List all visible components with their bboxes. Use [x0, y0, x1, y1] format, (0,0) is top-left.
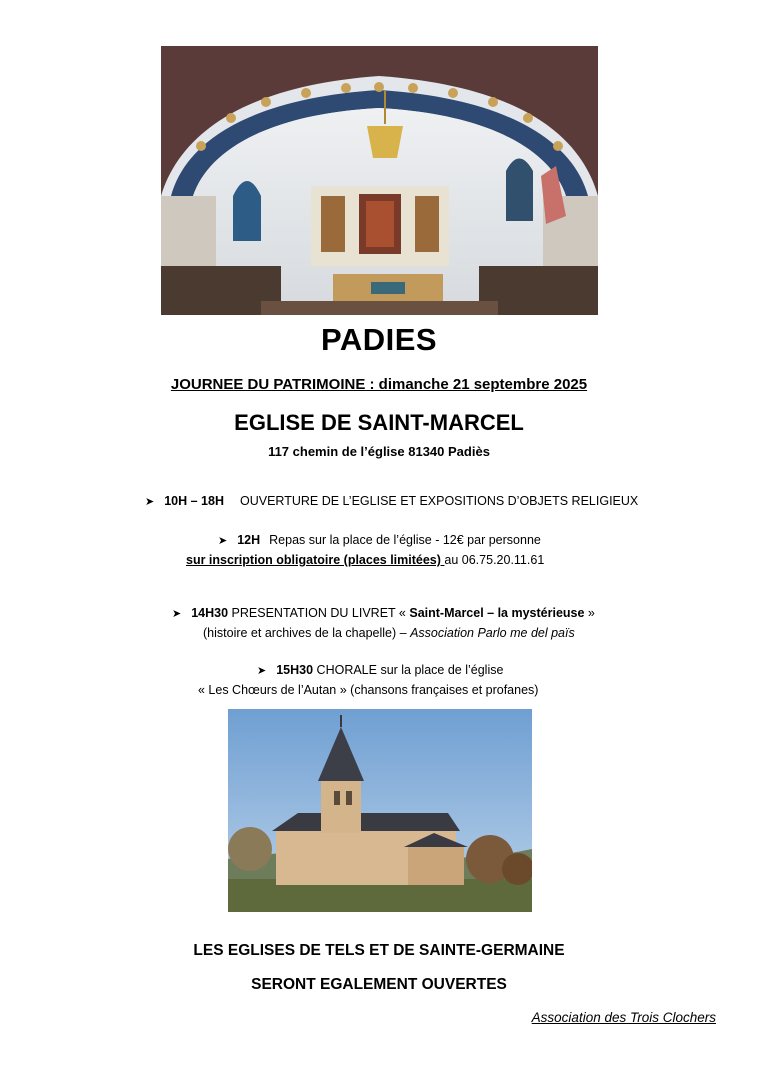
schedule-text-before: PRESENTATION DU LIVRET « [228, 606, 410, 620]
schedule-item-1 [145, 494, 638, 508]
footer-line-2: SERONT EGALEMENT OUVERTES [251, 976, 507, 993]
schedule-item-2-line2 [186, 553, 544, 567]
church-name: EGLISE DE SAINT-MARCEL [234, 410, 524, 435]
schedule-item-2 [218, 533, 541, 547]
book-title: Saint-Marcel – la mystérieuse [409, 606, 585, 620]
phone-number: au 06.75.20.11.61 [444, 553, 545, 567]
chapel-interior-photo [161, 46, 598, 315]
arrow-bullet-icon: ➤ [172, 608, 182, 620]
church-exterior-photo [228, 709, 532, 912]
arrow-bullet-icon: ➤ [218, 535, 228, 547]
schedule-time: 14H30 [191, 606, 229, 620]
schedule-time: 10H – 18H [164, 494, 224, 508]
arrow-bullet-icon: ➤ [145, 496, 155, 508]
schedule-text: Repas sur la place de l’église - 12€ par personne [269, 533, 541, 547]
arrow-bullet-icon: ➤ [257, 665, 267, 677]
schedule-time: 12H [237, 533, 261, 547]
church-address: 117 chemin de l’église 81340 Padiès [268, 444, 490, 459]
book-description: (histoire et archives de la chapelle) – [203, 626, 411, 640]
schedule-time: 15H30 [276, 663, 314, 677]
schedule-text-after: » [584, 606, 595, 620]
event-subtitle-text: JOURNEE DU PATRIMOINE : dimanche 21 septembre 2025 [170, 376, 588, 393]
schedule-text: CHORALE sur la place de l’église [313, 663, 504, 677]
association-signature: Association des Trois Clochers [531, 1010, 716, 1025]
book-association: Association Parlo me del païs [410, 626, 575, 640]
schedule-text: OUVERTURE DE L’EGLISE ET EXPOSITIONS D’OBJETS RELIGIEUX [239, 494, 639, 508]
registration-note: sur inscription obligatoire (places limitées) [186, 553, 445, 567]
choir-description: « Les Chœurs de l’Autan » (chansons françaises et profanes) [198, 683, 539, 697]
schedule-item-3-line2 [203, 626, 575, 640]
event-subtitle [0, 376, 758, 393]
schedule-item-4-line2 [198, 683, 538, 697]
schedule-item-4 [257, 663, 503, 677]
footer-line-1: LES EGLISES DE TELS ET DE SAINTE-GERMAINE [193, 942, 565, 959]
schedule-item-3 [172, 606, 595, 620]
page-title: PADIES [320, 322, 438, 357]
